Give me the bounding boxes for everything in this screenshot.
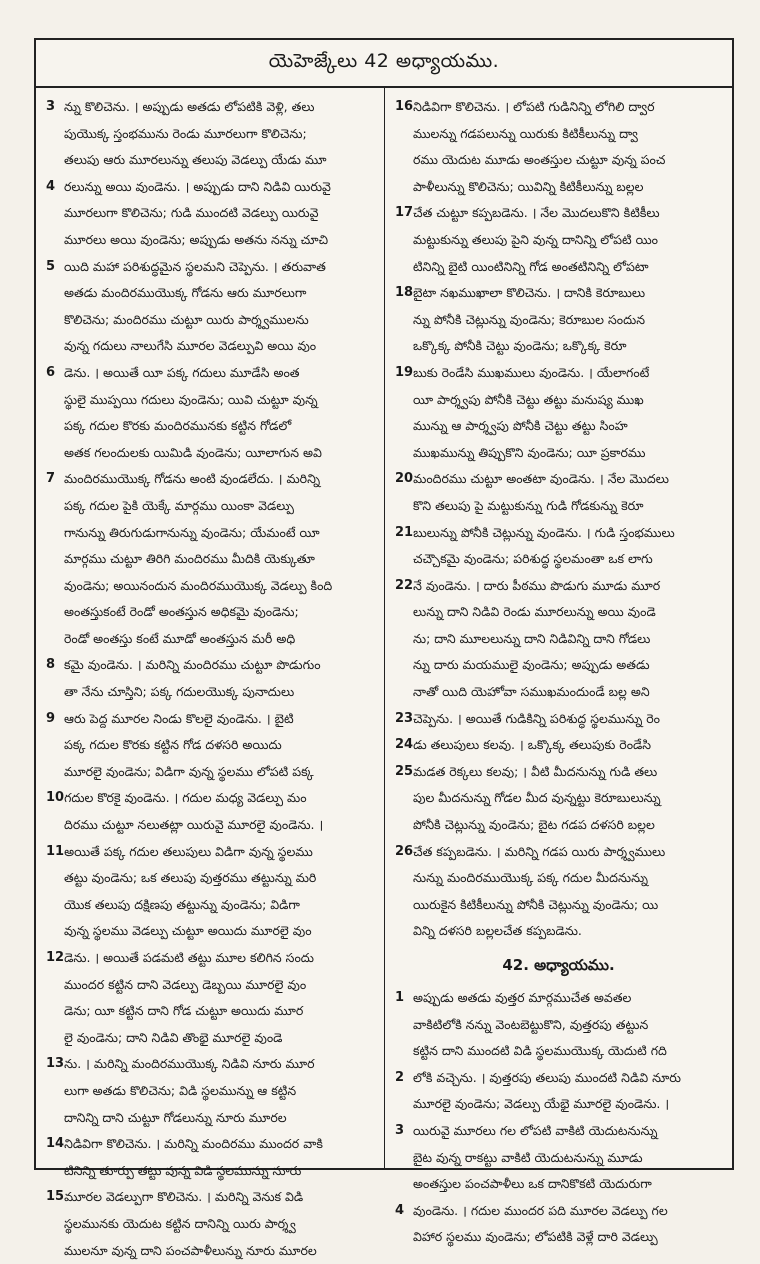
verse-text: బుకు రెండేసి ముఖములు వుండెను. । యేలాగంటే bbox=[413, 364, 650, 380]
verse-text: లుగా అతడు కొలిచెను; విడి స్థలమున్ను ఆ కట్టిన bbox=[64, 1082, 297, 1098]
verse-number: 4 bbox=[46, 178, 56, 194]
text-line bbox=[46, 121, 374, 148]
verse-text: మడత రెక్కలు కలవు; । వీటి మీదనున్ను గుడి తలు bbox=[413, 763, 658, 779]
verse-text: గదుల కొరకై వుండెను. । గదుల మధ్య వెడల్పు మం bbox=[64, 790, 307, 806]
verse-text: కొలిచెను; మందిరము చుట్టూ యిరు పార్శ్వములను bbox=[64, 311, 309, 327]
text-line bbox=[395, 918, 722, 945]
text-line bbox=[395, 1012, 722, 1039]
verse-text: పక్క గదుల పైకి యెక్కే మార్గము యింకా వెడల్పు bbox=[64, 497, 294, 513]
verse-text: రలున్ను అయి వుండెను. । అప్పుడు దాని నిడివి యిరువై bbox=[64, 178, 331, 194]
verse-text: పుయొక్క స్తంభమును రెండు మూరలుగా కొలిచెను; bbox=[64, 125, 307, 141]
verse-text: లోకి వచ్చెను. । వుత్తరపు తలుపు ముందటి నిడివి నూరు bbox=[413, 1069, 681, 1085]
verse-text: న్ను దారు మయములై వుండెను; అప్పుడు అతడు bbox=[413, 657, 650, 673]
text-line bbox=[46, 998, 374, 1025]
text-line bbox=[46, 387, 374, 414]
verse-text: డెను; యీ కట్టిన దాని గోడ చుట్టూ అయిదు మూర bbox=[64, 1003, 304, 1019]
verse-text: అతక గలందులకు యిమిడి వుండెను; యీలాగున అవి bbox=[64, 444, 322, 460]
verse-text: ములనూ వున్న దాని పంచపాళీలున్ను నూరు మూరల bbox=[64, 1242, 317, 1258]
verse-text: డెను. । అయితే పడమటి తట్టు మూల కలిగిన సందు bbox=[64, 950, 314, 965]
verse-text: పక్క గదుల కొరకు కట్టిన గోడ దళసరి అయిదు bbox=[64, 737, 282, 753]
verse-text: యిరుకైన కిటికీలున్ను పోనీకి చెట్లున్ను వుండెను; యి bbox=[413, 896, 659, 912]
text-line bbox=[395, 1038, 722, 1065]
verse-number: 22 bbox=[395, 577, 414, 593]
verse-number: 10 bbox=[46, 790, 65, 806]
text-line bbox=[395, 732, 722, 759]
text-line bbox=[46, 785, 374, 812]
verse-text: గానున్ను తిరుగుడుగానున్ను వుండెను; యేమంటే యీ bbox=[64, 524, 320, 540]
verse-text: బైట వున్న రాకట్టు వాకిటి యెదుటనున్ను మూడు bbox=[413, 1149, 643, 1165]
verse-text: ముఖమున్ను తిప్పుకొని వుండెను; యీ ప్రకారము bbox=[413, 444, 646, 460]
verse-text: ముందర కట్టిన దాని వెడల్పు డెబ్బయి మూరలై వుం bbox=[64, 976, 307, 992]
verse-text: డెను. । అయితే యీ పక్క గదులు మూడేసి అంత bbox=[64, 364, 300, 380]
text-line bbox=[395, 865, 722, 892]
verse-text: దానిన్ని దాని చుట్టూ గోడలున్ను నూరు మూరల bbox=[64, 1109, 287, 1125]
verse-text: కొని తలుపు పై మట్టుకున్ను గుడి గోడకున్ను కెరూ bbox=[413, 497, 644, 513]
verse-text: మున్ను ఆ పార్శ్వపు పోనీకి చెట్టు తట్టు సింహ bbox=[413, 418, 628, 434]
verse-text: విన్ని దళసరి బల్లలచేత కప్పబడెను. bbox=[413, 923, 582, 939]
verse-number: 9 bbox=[46, 710, 56, 726]
text-line bbox=[46, 546, 374, 573]
verse-text: నిడివిగా కొలిచెను. । మరిన్ని మందిరము ముందర వాకి bbox=[64, 1136, 323, 1152]
verse-text: అంతస్తుకంటే రెండో అంతస్తున అధికమై వుండెను; bbox=[64, 604, 299, 620]
text-line bbox=[395, 573, 722, 600]
text-line bbox=[46, 759, 374, 786]
verse-text: వున్న స్థలము వెడల్పు చుట్టూ అయిదు మూరలై వుం bbox=[64, 923, 312, 939]
verse-text: టినిన్ని తూర్పు తట్టు వున్న విడి స్థలమున్ను నూరు bbox=[64, 1162, 302, 1178]
verse-text: మూరల వెడల్పుగా కొలిచెను. । మరిన్ని వెనుక విడి bbox=[64, 1189, 304, 1205]
text-line bbox=[395, 839, 722, 866]
verse-text: తా నేను చూస్తిని; పక్క గదులయొక్క పునాదులు bbox=[64, 684, 295, 700]
text-line bbox=[46, 972, 374, 999]
text-line bbox=[395, 254, 722, 281]
text-line bbox=[395, 466, 722, 493]
verse-text: మూరలుగా కొలిచెను; గుడి ముందటి వెడల్పు యిరువై bbox=[64, 205, 319, 221]
verse-text: తలుపు ఆరు మూరలున్ను తలుపు వెడల్పు యేడు మూ bbox=[64, 152, 327, 168]
verse-text: పుల మీదనున్ను గోడల మీద వున్నట్టు కెరూబులున్ను bbox=[413, 790, 661, 806]
text-line bbox=[395, 679, 722, 706]
verse-text: వాకిటిలోకి నన్ను వెంటబెట్టుకొని, వుత్తరపు తట్టున bbox=[413, 1016, 649, 1032]
verse-number: 15 bbox=[46, 1189, 65, 1205]
verse-text: పోనీకి చెట్లున్ను వుండెను; బైట గడప దళసరి బల్లల bbox=[413, 817, 655, 833]
text-line bbox=[46, 280, 374, 307]
text-line bbox=[46, 1184, 374, 1211]
text-line bbox=[395, 387, 722, 414]
verse-number: 26 bbox=[395, 843, 414, 859]
text-line bbox=[46, 254, 374, 281]
text-line bbox=[46, 812, 374, 839]
verse-text: వున్న గదులు నాలుగేసి మూరల వెడల్పువి అయి వుం bbox=[64, 338, 317, 354]
text-line bbox=[395, 174, 722, 201]
text-line bbox=[46, 1025, 374, 1052]
verse-text: డు తలుపులు కలవు. । ఒక్కొక్క తలుపుకు రెండేసి bbox=[413, 737, 652, 753]
text-line bbox=[395, 1224, 722, 1251]
text-line bbox=[46, 599, 374, 626]
verse-text: న్ను పోనీకి చెట్లున్ను వుండెను; కెరూబుల సందున bbox=[413, 311, 645, 327]
text-line bbox=[395, 652, 722, 679]
verse-text: ఆరు పెద్ద మూరల నిండు కొలలై వుండెను. । బైటి bbox=[64, 710, 294, 726]
verse-text: యొక తలుపు దక్షిణపు తట్టున్ను వుండెను; విడిగా bbox=[64, 896, 300, 912]
text-line bbox=[46, 732, 374, 759]
verse-text: తట్టు వుండెను; ఒక తలుపు వుత్తరము తట్టున్ను మరి bbox=[64, 870, 317, 886]
text-line bbox=[46, 227, 374, 254]
verse-text: చేత కప్పబడెను. । మరిన్ని గడప యిరు పార్శ్వములు bbox=[413, 843, 666, 859]
text-line bbox=[46, 440, 374, 467]
verse-text: పాళీలున్ను కొలిచెను; యివిన్ని కిటికీలున్ను బల్లల bbox=[413, 178, 644, 194]
text-line bbox=[46, 839, 374, 866]
text-line bbox=[46, 865, 374, 892]
verse-text: మందిరముయొక్క గోడను అంటి వుండలేదు. । మరిన్ని bbox=[64, 471, 321, 487]
text-line bbox=[395, 546, 722, 573]
text-line bbox=[395, 892, 722, 919]
text-line bbox=[46, 1105, 374, 1132]
verse-number: 16 bbox=[395, 99, 414, 114]
text-line bbox=[395, 1091, 722, 1118]
verse-text: విహార స్థలము వుండెను; లోపటికి వెళ్లే దారి వెడల్పు bbox=[413, 1229, 658, 1245]
text-line bbox=[395, 493, 722, 520]
text-line bbox=[395, 333, 722, 360]
verse-text: కట్టిన దాని ముందటి విడి స్థలముయొక్క యెదుటి గది bbox=[413, 1043, 667, 1059]
verse-text: ను. । మరిన్ని మందిరముయొక్క నిడివి నూరు మూర bbox=[64, 1056, 315, 1072]
verse-text: అప్పుడు అతడు వుత్తర మార్గముచేత అవతల bbox=[413, 990, 632, 1005]
text-line bbox=[395, 94, 722, 121]
page-header bbox=[36, 40, 732, 88]
verse-text: స్థులై ముప్పయి గదులు వుండెను; యివి చుట్టూ వున్న bbox=[64, 391, 318, 407]
text-line bbox=[395, 1065, 722, 1092]
verse-number: 6 bbox=[46, 364, 56, 380]
verse-text: బైటా నఖముఖాలా కొలిచెను. । దానికి కెరూబులు bbox=[413, 285, 646, 301]
verse-text: లున్ను దాని నిడివి రెండు మూరలున్ను అయి వుండె bbox=[413, 604, 656, 620]
verse-text: మార్గము చుట్టూ తిరిగి మందిరము మీదికి యెక్కుతూ bbox=[64, 551, 315, 567]
text-line bbox=[46, 466, 374, 493]
verse-number: 2 bbox=[395, 1069, 405, 1085]
text-line bbox=[395, 200, 722, 227]
verse-text: వుండెను; అయినందున మందిరముయొక్క వెడల్పు కింది bbox=[64, 577, 333, 593]
text-line bbox=[395, 599, 722, 626]
verse-number: 17 bbox=[395, 205, 414, 221]
text-line bbox=[395, 440, 722, 467]
text-line bbox=[395, 985, 722, 1012]
text-line bbox=[46, 892, 374, 919]
text-line bbox=[395, 1171, 722, 1198]
verse-text: నాతో యిది యెహోవా సముఖమందుండే బల్ల అని bbox=[413, 684, 650, 700]
text-line bbox=[46, 307, 374, 334]
verse-text: టినిన్ని బైటి యింటినిన్ని గోడ అంతటినిన్ని లోపటా bbox=[413, 258, 649, 274]
verse-text: మందిరము చుట్టూ అంతటా వుండెను. । నేల మొదలు bbox=[413, 471, 669, 487]
verse-text: అతడు మందిరముయొక్క గోడను ఆరు మూరలుగా bbox=[64, 285, 307, 301]
verse-text: ములన్ను గడపలున్ను యిరుకు కిటికీలున్ను ద్వా bbox=[413, 125, 638, 141]
text-line bbox=[395, 121, 722, 148]
verse-number: 8 bbox=[46, 657, 56, 673]
text-line bbox=[395, 1198, 722, 1225]
verse-text: చెప్పెను. । అయితే గుడికిన్ని పరిశుద్ధ స్థలమున్ను రెం bbox=[413, 710, 661, 726]
text-line bbox=[395, 1145, 722, 1172]
text-line bbox=[46, 94, 374, 121]
verse-number: 18 bbox=[395, 285, 414, 301]
text-line bbox=[395, 785, 722, 812]
scripture-page bbox=[34, 38, 734, 1258]
text-line bbox=[46, 573, 374, 600]
verse-text: నున్ను మందిరముయొక్క పక్క గదుల మీదనున్ను bbox=[413, 870, 648, 886]
verse-text: రము యెదుట మూడు అంతస్తుల చుట్టూ వున్న పంచ bbox=[413, 152, 666, 168]
verse-text: అంతస్తుల పంచపాళీలు ఒక దానికొకటి యెదురుగా bbox=[413, 1176, 652, 1192]
text-line bbox=[46, 200, 374, 227]
verse-number: 4 bbox=[395, 1202, 405, 1218]
verse-number: 25 bbox=[395, 763, 414, 779]
verse-text: మూరలై వుండెను; వెడల్పు యేభై మూరలై వుండెను. । bbox=[413, 1096, 670, 1112]
text-line bbox=[46, 918, 374, 945]
verse-text: చచ్చౌకమై వుండెను; పరిశుద్ధ స్థలమంతా ఒక లాగు bbox=[413, 551, 653, 567]
verse-text: ఒక్కొక్క పోనీకి చెట్టు వుండెను; ఒక్కొక్క కెరూ bbox=[413, 338, 627, 354]
text-line bbox=[46, 679, 374, 706]
text-line bbox=[395, 227, 722, 254]
text-line bbox=[395, 706, 722, 733]
text-line bbox=[395, 626, 722, 653]
verse-text: లై వుండెను; దాని నిడివి తొంభై మూరలై వుండె bbox=[64, 1029, 283, 1045]
text-line bbox=[395, 812, 722, 839]
text-line bbox=[46, 360, 374, 387]
text-line bbox=[46, 945, 374, 972]
text-line bbox=[46, 1238, 374, 1264]
text-line bbox=[46, 626, 374, 653]
text-columns bbox=[36, 88, 732, 1258]
verse-number: 20 bbox=[395, 471, 414, 487]
text-line bbox=[46, 1211, 374, 1238]
verse-text: రెండో అంతస్తు కంటే మూడో అంతస్తున మరీ అధి bbox=[64, 630, 296, 646]
text-line bbox=[46, 1131, 374, 1158]
verse-number: 14 bbox=[46, 1136, 65, 1152]
text-line bbox=[46, 652, 374, 679]
verse-text: నే వుండెను. । దారు పీఠము పొడుగు మూడు మూర bbox=[413, 577, 661, 593]
text-line bbox=[46, 706, 374, 733]
verse-number: 3 bbox=[395, 1122, 405, 1138]
verse-text: పక్క గదుల కొరకు మందిరమునకు కట్టిన గోడలో bbox=[64, 418, 292, 434]
verse-text: వుండెను. । గదుల ముందర పది మూరల వెడల్పు గల bbox=[413, 1202, 668, 1218]
verse-number: 3 bbox=[46, 99, 56, 114]
verse-text: నిడివిగా కొలిచెను. । లోపటి గుడినిన్ని లోగిలి ద్వార bbox=[413, 99, 655, 114]
verse-number: 23 bbox=[395, 710, 414, 726]
text-line bbox=[46, 1078, 374, 1105]
text-line bbox=[395, 307, 722, 334]
text-line bbox=[46, 413, 374, 440]
verse-text: మూరలై వుండెను; విడిగా వున్న స్థలము లోపటి పక్క bbox=[64, 763, 314, 779]
verse-number: 7 bbox=[46, 471, 56, 487]
verse-text: దిరము చుట్టూ నలుతట్లా యిరువై మూరలై వుండెను. । bbox=[64, 817, 324, 833]
verse-text: యిది మహా పరిశుద్ధమైన స్థలమని చెప్పెను. । తరువాత bbox=[64, 258, 326, 274]
verse-text: యీ పార్శ్వపు పోనీకి చెట్టు తట్టు మనుష్య ముఖ bbox=[413, 391, 644, 407]
verse-number: 11 bbox=[46, 843, 65, 859]
verse-text: యిరువై మూరలు గల లోపటి వాకిటి యెదుటనున్ను bbox=[413, 1122, 658, 1138]
verse-text: మూరలు అయి వుండెను; అప్పుడు అతను నన్ను చూచి bbox=[64, 231, 329, 247]
text-line bbox=[395, 147, 722, 174]
verse-number: 24 bbox=[395, 737, 414, 753]
verse-number: 21 bbox=[395, 524, 414, 540]
page-title: యెహెజ్కేలు 42 అధ్యాయము. bbox=[268, 49, 500, 72]
text-line bbox=[395, 520, 722, 547]
text-line bbox=[46, 333, 374, 360]
text-line bbox=[46, 493, 374, 520]
verse-text: అయితే పక్క గదుల తలుపులు విడిగా వున్న స్థలము bbox=[64, 843, 313, 859]
text-line bbox=[395, 280, 722, 307]
verse-text: చేత చుట్టూ కప్పబడెను. । నేల మొదలుకొని కిటికీలు bbox=[413, 205, 660, 221]
text-line bbox=[395, 1118, 722, 1145]
text-line bbox=[395, 360, 722, 387]
verse-text: స్థలమునకు యెదుట కట్టిన దానిన్ని యిరు పార్శ్వ bbox=[64, 1215, 296, 1231]
verse-text: బులున్ను పోనీకి చెట్లున్ను వుండెను. । గుడి స్తంభములు bbox=[413, 524, 675, 540]
verse-number: 12 bbox=[46, 950, 65, 965]
text-line bbox=[46, 1158, 374, 1185]
text-line bbox=[46, 147, 374, 174]
verse-text: కమై వుండెను. । మరిన్ని మందిరము చుట్టూ పొడుగుం bbox=[64, 657, 321, 673]
right-column bbox=[384, 88, 732, 1245]
verse-number: 5 bbox=[46, 258, 56, 274]
verse-number: 13 bbox=[46, 1056, 65, 1072]
text-line bbox=[46, 1051, 374, 1078]
verse-number: 19 bbox=[395, 364, 414, 380]
text-line bbox=[46, 174, 374, 201]
verse-text: మట్టుకున్ను తలుపు పైని వున్న దానిన్ని లోపటి యిం bbox=[413, 231, 659, 247]
text-line bbox=[395, 759, 722, 786]
verse-text: ను; దాని మూలలున్ను దాని నిడివిన్ని దాని గోడలు bbox=[413, 630, 651, 646]
text-line bbox=[395, 413, 722, 440]
left-column bbox=[36, 88, 384, 1258]
text-line bbox=[46, 520, 374, 547]
verse-number: 1 bbox=[395, 990, 405, 1005]
chapter-heading: 42. అధ్యాయము. bbox=[502, 956, 615, 974]
verse-text: న్ను కొలిచెను. । అప్పుడు అతడు లోపటికి వెళ్లి, తలు bbox=[64, 99, 315, 114]
